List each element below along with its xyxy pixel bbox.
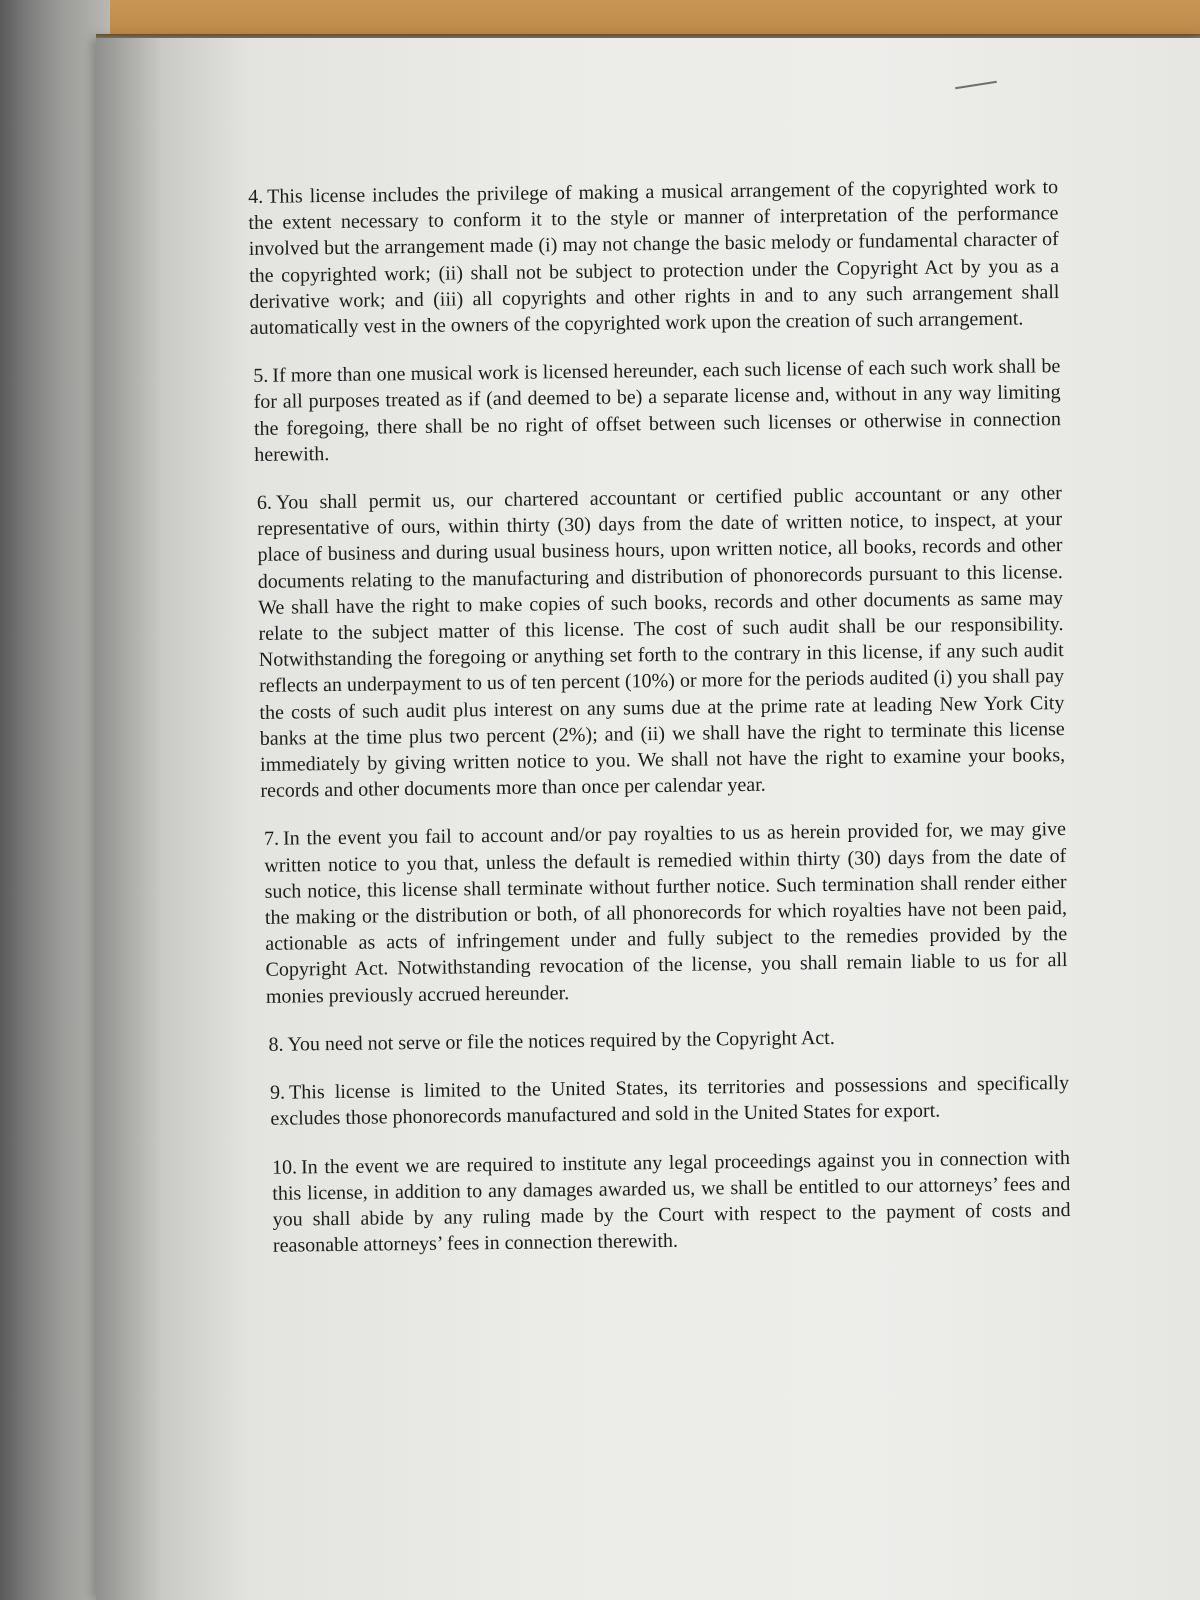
clause-text: This license includes the privilege of making a musical arrangement of the copyrighted work to the extent necessary to conform it to the style or manner of interpretation of the performance involved but the arrangement made (i) may not change the basic melody or fundamental character of the copyrighted work; (ii) shall not be subject to protection under the Copyright Act by you as a derivative work; and (iii) all copyrights and other rights in and to any such arrangement shall automatically vest in the owners of the copyrighted work upon the creation of such arrangement. (248, 176, 1060, 340)
clause-number: 4. (248, 185, 264, 208)
clause-number: 5. (253, 364, 269, 388)
clause-text: In the event you fail to account and/or pay royalties to us as herein provided for, we may give written notice to you that, unless the default is remedied within thirty (30) days from the date of such notice, this license shall terminate without further notice. Such termination shall render either the making or the distribution or both, of all phonorecords for which royalties have not been paid, actionable as acts of infringement under and fully subject to the remedies provided by the Copyright Act. Notwithstanding revocation of the license, you shall remain liable to us for all monies previously accrued hereunder. (264, 818, 1068, 1008)
clause-text: You shall permit us, our chartered accountant or certified public accountant or any other representative of ours, within thirty (30) days from the date of written notice, to inspect, at your place of business and during usual business hours, upon written notice, all books, records and other documents relating to the manufacturing and distribution of phonorecords pursuant to this license. We shall have the right to make copies of such books, records and other documents as same may relate to the subject matter of this license. The cost of such audit shall be our responsibility. Notwithstanding the foregoing or anything set forth to the contrary in this license, if any such audit reflects an underpayment to us of ten percent (10%) or more for the periods audited (i) you shall pay the costs of such audit plus interest on any sums due at the prime rate at leading New York City banks at the time plus two percent (2%); and (ii) we shall have the right to terminate this license immediately by giving written notice to you. We shall not have the right to examine your books, records and other documents more than once per calendar year. (257, 482, 1066, 803)
clause-number: 6. (256, 491, 273, 514)
clause-10 (272, 1145, 1071, 1260)
clause-6 (257, 480, 1066, 804)
clause-9 (270, 1070, 1070, 1132)
clause-text: This license is limited to the United States, its territories and possessions and specifically excludes those phonorecords manufactured and sold in the United States for export. (270, 1072, 1070, 1131)
page-gutter-shadow (0, 0, 110, 1600)
clause-text: If more than one musical work is licensed hereunder, each such license of each such work shall be for all purposes treated as if (and deemed to be) a separate license and, without in any way limiting the foregoing, there shall be no right of offset between such licenses or otherwise in connection herewith. (253, 355, 1062, 466)
clause-number: 7. (263, 828, 280, 851)
clause-4 (248, 174, 1060, 341)
clause-number: 8. (268, 1033, 284, 1056)
clause-text: You need not serve or file the notices required by the Copyright Act. (287, 1026, 835, 1056)
clause-8 (268, 1022, 1068, 1058)
clause-text: In the event we are required to institute any legal proceedings against you in connection with this license, in addition to any damages awarded us, we shall be entitled to our attorneys’ fees and you shall abide by any ruling made by the Court with respect to the payment of costs and reasonable attorneys’ fees in connection therewith. (272, 1146, 1071, 1257)
clause-5 (253, 353, 1061, 468)
license-clauses (248, 174, 1071, 1281)
clause-number: 9. (269, 1081, 286, 1104)
clause-7 (264, 817, 1068, 1010)
clause-number: 10. (271, 1155, 298, 1179)
